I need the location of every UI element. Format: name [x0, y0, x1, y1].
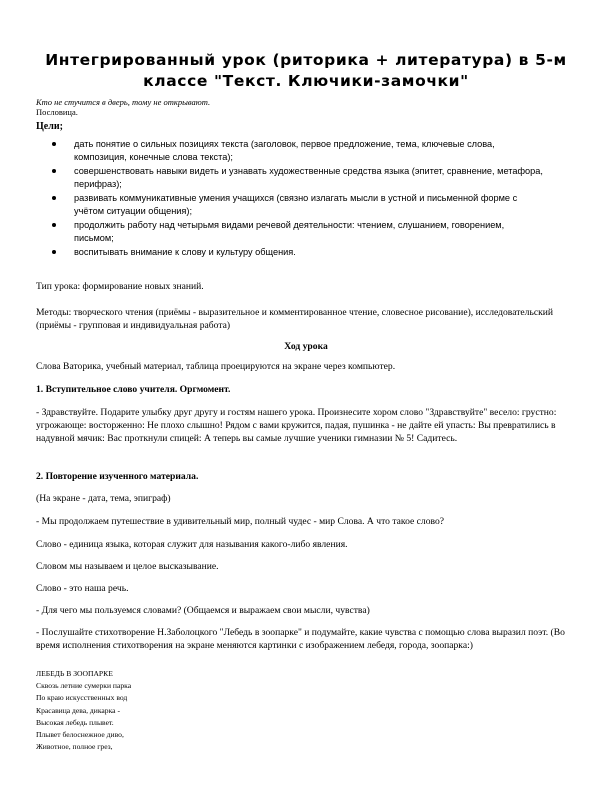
goal-item: совершенствовать навыки видеть и узнавать художественные средства языка (эпитет, сравнение, метафора, перифраз); — [36, 165, 546, 190]
goal-item: дать понятие о сильных позициях текста (заголовок, первое предложение, тема, ключевые слова, композиция, конечные слова текста); — [36, 138, 546, 163]
poem-line: Плывет белоснежное диво, — [36, 730, 124, 740]
section1-heading: 1. Вступительное слово учителя. Оргмомент. — [36, 384, 231, 395]
poem-line: Сквозь летние сумерки парка — [36, 681, 132, 691]
poem-line: Красавица дева, дикарка - — [36, 705, 120, 715]
epigraph-source: Пословица. — [36, 107, 78, 117]
poem-line: Животное, полное грез, — [36, 742, 113, 752]
section2-paragraph: (На экране - дата, тема, эпиграф) — [36, 493, 171, 504]
poem-line: Высокая лебедь плывет. — [36, 717, 114, 727]
course-heading: Ход урока — [284, 341, 328, 352]
lesson-type: Тип урока: формирование новых знаний. — [36, 281, 204, 292]
section2-paragraph: Словом мы называем и целое высказывание. — [36, 561, 219, 572]
goal-item: продолжить работу над четырьмя видами речевой деятельности: чтением, слушанием, говорением, письмом; — [36, 219, 546, 244]
section2-paragraph: Слово - единица языка, которая служит для называния какого-либо явления. — [36, 539, 348, 550]
epigraph-quote: Кто не стучится в дверь, тому не открывают. — [36, 97, 211, 107]
poem — [36, 668, 336, 753]
section1-text: - Здравствуйте. Подарите улыбку друг другу и гостям нашего урока. Произнесите хором слово "Здравствуйте" весело: грустно: угрожающе: восторженно: Не плохо слышно! Рядом с вами кружится, падая, пушинка - не дайте ей упасть: Вы превратились в надувной мячик: Вас проткнули спицей: А теперь вы самые лучшие ученики гимназии № 5! Садитесь. — [36, 407, 557, 444]
document-title: Интегрированный урок (риторика + литература) в 5-м классе "Текст. Ключики-замочки" — [45, 51, 567, 90]
goal-item: развивать коммуникативные умения учащихся (связно излагать мысли в устной и письменной форме с учётом ситуации общения); — [36, 192, 546, 217]
epigraph — [36, 97, 210, 117]
section2-paragraph: - Послушайте стихотворение Н.Заболоцкого "Лебедь в зоопарке" и подумайте, какие чувства с помощью слова выразил поэт. (Во время исполнения стихотворения на экране меняются картинки с изображением лебедя, города, зоопарка:) — [36, 627, 565, 651]
methods: Методы: творческого чтения (приёмы - выразительное и комментированное чтение, словесное рисование), исследовательский (приёмы - групповая и индивидуальная работа) — [36, 307, 554, 331]
section2-paragraph: - Мы продолжаем путешествие в удивительный мир, полный чудес - мир Слова. А что такое слово? — [36, 516, 445, 527]
goals-heading: Цели; — [36, 121, 63, 132]
section2-paragraph: Слово - это наша речь. — [36, 583, 129, 594]
section2-paragraph: - Для чего мы пользуемся словами? (Общаемся и выражаем свои мысли, чувства) — [36, 605, 370, 616]
poem-title: ЛЕБЕДЬ В ЗООПАРКЕ — [36, 669, 113, 678]
section2-heading: 2. Повторение изученного материала. — [36, 471, 199, 482]
poem-line: По краю искусственных вод — [36, 693, 128, 703]
goal-item: воспитывать внимание к слову и культуру общения. — [36, 246, 546, 259]
intro-text: Слова Ваторика, учебный материал, таблица проецируются на экране через компьютер. — [36, 361, 396, 372]
goals-list — [36, 138, 546, 261]
